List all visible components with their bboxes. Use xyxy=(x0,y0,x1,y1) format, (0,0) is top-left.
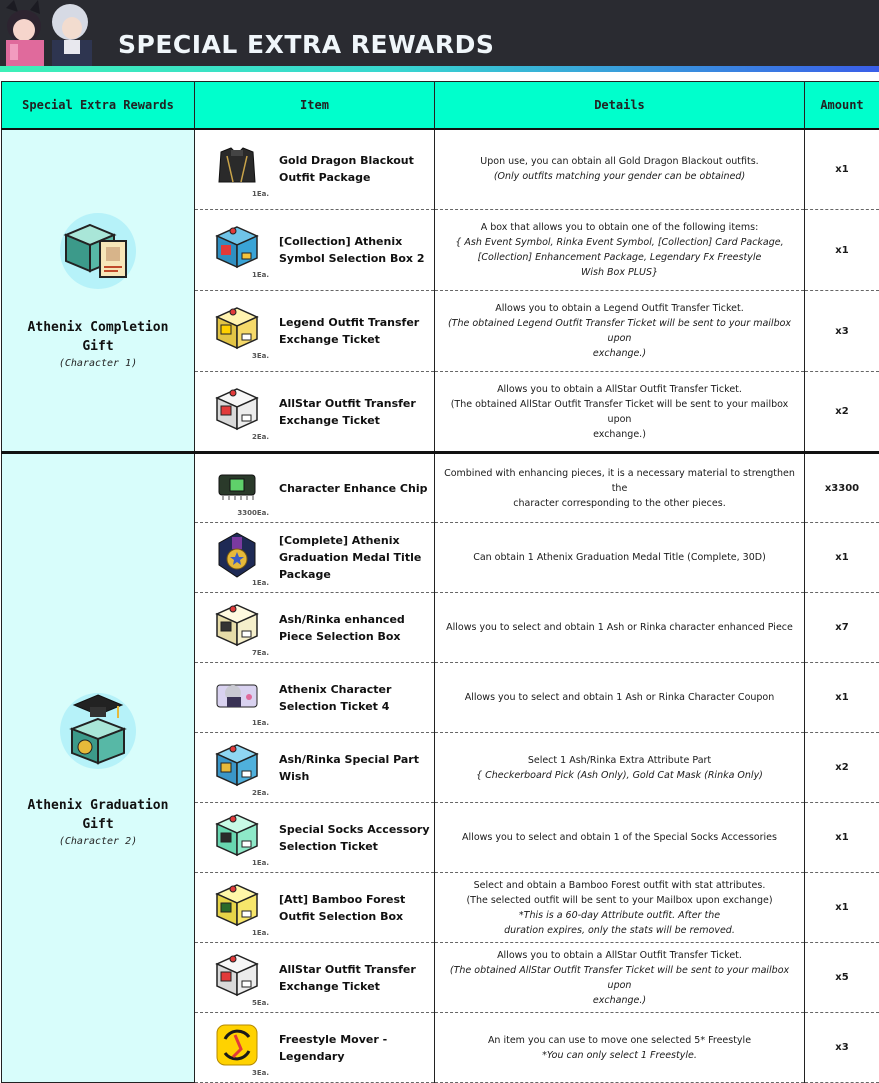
details-cell xyxy=(435,291,805,372)
amount-cell: x7 xyxy=(805,593,879,663)
details-note: *This is a 60-day Attribute outfit. After the xyxy=(518,909,721,921)
details-note: (The obtained AllStar Outfit Transfer Ticket will be sent to your mailbox upon xyxy=(449,964,790,991)
details-line: (The selected outfit will be sent to your Mailbox upon exchange) xyxy=(466,894,773,906)
details-note: [Collection] Enhancement Package, Legendary Fx Freestyle xyxy=(477,252,762,263)
item-name: Freestyle Mover - Legendary xyxy=(279,1032,388,1063)
details-line: Allows you to select and obtain 1 Ash or Rinka character enhanced Piece xyxy=(446,622,793,633)
reward-group-name: Athenix Graduation xyxy=(27,798,169,813)
amount-cell: x1 xyxy=(805,129,879,210)
details-cell xyxy=(435,803,805,873)
item-quantity: 3Ea. xyxy=(251,1068,269,1077)
item-quantity: 1Ea. xyxy=(251,190,269,199)
details-cell xyxy=(435,593,805,663)
item-cell xyxy=(195,873,435,943)
details-note: (Only outfits matching your gender can be obtained) xyxy=(493,171,746,183)
details-cell xyxy=(435,523,805,593)
banner-title: SPECIAL EXTRA REWARDS xyxy=(118,30,495,59)
details-line: character corresponding to the other pieces. xyxy=(513,497,726,509)
table-row xyxy=(2,129,879,210)
ticket-box-red-icon xyxy=(211,383,271,441)
details-line: Select and obtain a Bamboo Forest outfit with stat attributes. xyxy=(473,879,766,891)
details-note: (The obtained Legend Outfit Transfer Ticket will be sent to your mailbox upon xyxy=(447,318,792,344)
item-name: Ash/Rinka Special Part Wish xyxy=(279,752,419,783)
rewards-table xyxy=(1,81,879,1083)
item-cell xyxy=(195,523,435,593)
details-line: Upon use, you can obtain all Gold Dragon Blackout outfits. xyxy=(480,156,759,168)
amount-cell: x2 xyxy=(805,372,879,453)
item-cell xyxy=(195,593,435,663)
amount-cell: x3 xyxy=(805,1013,879,1083)
item-quantity: 3Ea. xyxy=(251,352,269,360)
amount-cell: x1 xyxy=(805,873,879,943)
details-line: An item you can use to move one selected 5* Freestyle xyxy=(487,1034,752,1046)
details-line: Allows you to obtain a AllStar Outfit Transfer Ticket. xyxy=(497,383,742,395)
ticket-box-red-icon xyxy=(211,949,271,1007)
item-cell xyxy=(195,372,435,453)
item-cell xyxy=(195,453,435,523)
details-note: { Ash Event Symbol, Rinka Event Symbol, [Collection] Card Package, xyxy=(455,237,784,248)
details-note: exchange.) xyxy=(592,994,647,1006)
banner-stripe xyxy=(0,66,879,72)
reward-group-subtitle: (Character 2) xyxy=(58,836,138,847)
details-cell xyxy=(435,210,805,291)
item-name: [Collection] Athenix Symbol Selection Box 2 xyxy=(279,235,425,265)
header-details: Details xyxy=(435,82,805,129)
item-cell xyxy=(195,210,435,291)
amount-cell: x5 xyxy=(805,943,879,1013)
item-cell xyxy=(195,943,435,1013)
table-row xyxy=(2,453,879,523)
details-cell xyxy=(435,873,805,943)
details-cell xyxy=(435,733,805,803)
item-name: AllStar Outfit Transfer Exchange Ticket xyxy=(279,396,416,427)
amount-cell: x1 xyxy=(805,210,879,291)
item-name: [Complete] Athenix Graduation Medal Title Package xyxy=(279,534,422,581)
item-cell xyxy=(195,663,435,733)
item-quantity: 1Ea. xyxy=(251,578,269,587)
item-quantity: 1Ea. xyxy=(251,271,269,279)
outfit-package-icon xyxy=(211,140,271,198)
item-name: Special Socks Accessory Selection Ticket xyxy=(279,822,430,853)
details-line: (The obtained AllStar Outfit Transfer Ticket will be sent to your mailbox upon xyxy=(450,398,789,425)
graduation-box-icon xyxy=(58,689,138,769)
header-amount: Amount xyxy=(805,82,879,129)
item-cell xyxy=(195,291,435,372)
reward-group-name-2: Gift xyxy=(82,817,114,832)
item-cell xyxy=(195,733,435,803)
item-quantity: 7Ea. xyxy=(251,648,269,657)
freestyle-mover-icon xyxy=(211,1019,271,1077)
details-line: exchange.) xyxy=(593,428,646,440)
amount-cell: x3300 xyxy=(805,453,879,523)
details-cell xyxy=(435,1013,805,1083)
reward-group-name-2: Gift xyxy=(82,339,114,355)
wish-box-blue-icon xyxy=(211,739,271,797)
details-line: Allows you to select and obtain 1 of the Special Socks Accessories xyxy=(462,832,777,843)
header-rewards: Special Extra Rewards xyxy=(2,82,195,129)
item-name: Legend Outfit Transfer Exchange Ticket xyxy=(279,316,420,346)
item-name: [Att] Bamboo Forest Outfit Selection Box xyxy=(279,892,406,923)
page-banner xyxy=(0,0,879,72)
item-name: Athenix Character Selection Ticket 4 xyxy=(279,682,392,713)
item-quantity: 1Ea. xyxy=(251,928,269,937)
amount-cell: x2 xyxy=(805,733,879,803)
medal-icon xyxy=(211,529,271,587)
amount-cell: x1 xyxy=(805,663,879,733)
details-cell xyxy=(435,453,805,523)
item-quantity: 5Ea. xyxy=(251,998,269,1007)
details-note: Wish Box PLUS} xyxy=(580,267,659,278)
selection-box-mint-icon xyxy=(211,809,271,867)
character-ticket-icon xyxy=(211,669,271,727)
item-quantity: 1Ea. xyxy=(251,718,269,727)
details-line: Allows you to select and obtain 1 Ash or Rinka Character Coupon xyxy=(464,692,775,703)
details-note: *You can only select 1 Freestyle. xyxy=(542,1049,697,1061)
item-quantity: 3300Ea. xyxy=(237,509,269,517)
details-cell xyxy=(435,129,805,210)
details-cell xyxy=(435,372,805,453)
amount-cell: x1 xyxy=(805,523,879,593)
details-line: Combined with enhancing pieces, it is a necessary material to strengthen the xyxy=(444,467,795,494)
ticket-box-yellow-icon xyxy=(211,302,271,360)
details-note: duration expires, only the stats will be removed. xyxy=(504,924,735,936)
details-note: { Checkerboard Pick (Ash Only), Gold Cat Mask (Rinka Only) xyxy=(476,769,763,781)
table-header-row xyxy=(2,82,879,129)
amount-cell: x3 xyxy=(805,291,879,372)
selection-box-yellow-icon xyxy=(211,879,271,937)
amount-cell: x1 xyxy=(805,803,879,873)
details-line: Select 1 Ash/Rinka Extra Attribute Part xyxy=(527,754,712,766)
details-cell xyxy=(435,943,805,1013)
details-line: Can obtain 1 Athenix Graduation Medal Title (Complete, 30D) xyxy=(473,552,766,563)
details-note: exchange.) xyxy=(592,348,647,359)
item-name: AllStar Outfit Transfer Exchange Ticket xyxy=(279,962,416,993)
characters-artwork-icon xyxy=(0,0,108,66)
item-cell xyxy=(195,1013,435,1083)
item-quantity: 1Ea. xyxy=(251,858,269,867)
header-item: Item xyxy=(195,82,435,129)
document-box-icon xyxy=(58,211,138,291)
selection-box-blue-icon xyxy=(211,221,271,279)
table-body xyxy=(2,129,879,1083)
details-line: Allows you to obtain a AllStar Outfit Transfer Ticket. xyxy=(497,949,742,961)
chip-icon xyxy=(211,459,271,517)
details-line: Allows you to obtain a Legend Outfit Transfer Ticket. xyxy=(495,303,744,314)
selection-box-cream-icon xyxy=(211,599,271,657)
item-name: Ash/Rinka enhanced Piece Selection Box xyxy=(279,612,405,643)
reward-group-cell xyxy=(2,129,195,453)
item-name: Gold Dragon Blackout Outfit Package xyxy=(279,154,414,185)
reward-group-cell xyxy=(2,453,195,1083)
item-quantity: 2Ea. xyxy=(251,788,269,797)
item-name: Character Enhance Chip xyxy=(279,481,428,495)
reward-group-subtitle: (Character 1) xyxy=(58,358,138,370)
details-cell xyxy=(435,663,805,733)
item-quantity: 2Ea. xyxy=(251,432,269,441)
item-cell xyxy=(195,803,435,873)
item-cell xyxy=(195,129,435,210)
details-line: A box that allows you to obtain one of the following items: xyxy=(480,222,759,233)
reward-group-name: Athenix Completion xyxy=(27,320,169,336)
